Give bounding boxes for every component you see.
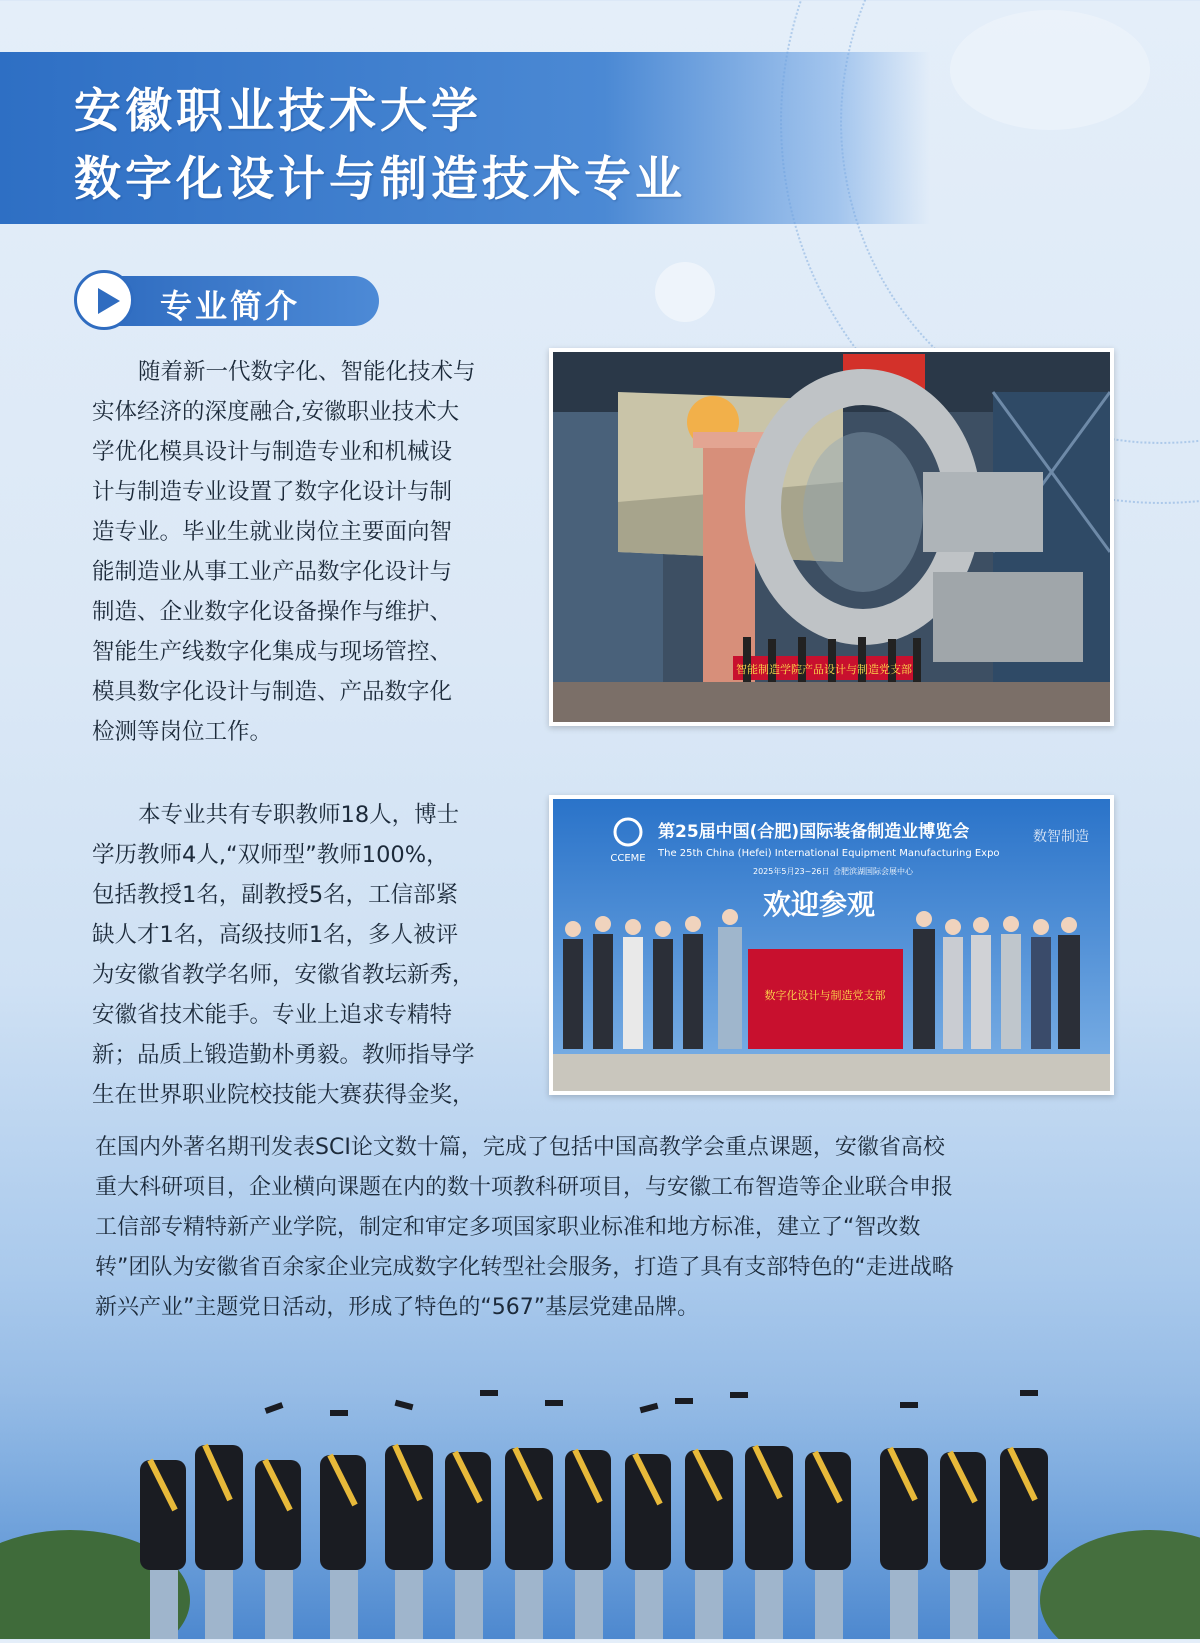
expo-venue: 合肥滨湖国际会展中心 xyxy=(833,867,913,876)
graduation-illustration xyxy=(0,1390,1200,1639)
text-line: 新兴产业”主题党日活动，形成了特色的“567”基层党建品牌。 xyxy=(95,1295,700,1320)
text-line: 制造、企业数字化设备操作与维护、 xyxy=(92,599,453,625)
title-line-2: 数字化设计与制造技术专业 xyxy=(74,152,686,207)
text-line: 重大科研项目，企业横向课题在内的数十项教科研项目，与安徽工布智造等企业联合申报 xyxy=(95,1175,954,1200)
text-line: 本专业共有专职教师18人，博士 xyxy=(138,802,460,828)
achievements-paragraph xyxy=(95,1128,1125,1328)
text-line: 在国内外著名期刊发表SCI论文数十篇，完成了包括中国高教学会重点课题，安徽省高校 xyxy=(95,1135,945,1160)
text-line: 学历教师4人,“双师型”教师100%， xyxy=(92,842,449,868)
text-line: 缺人才1名，高级技师1名，多人被评 xyxy=(92,922,459,948)
text-line: 转”团队为安徽省百余家企业完成数字化转型社会服务，打造了具有支部特色的“走进战略 xyxy=(95,1255,954,1280)
text-line: 新；品质上锻造勤朴勇毅。教师指导学 xyxy=(92,1042,475,1068)
expo-group-illustration xyxy=(553,799,1110,1091)
text-line: 安徽省技术能手。专业上追求专精特 xyxy=(92,1002,453,1028)
text-line: 学优化模具设计与制造专业和机械设 xyxy=(92,439,453,465)
expo-subtitle: The 25th China (Hefei) International Equipment Manufacturing Expo xyxy=(658,848,1000,859)
text-line: 造专业。毕业生就业岗位主要面向智 xyxy=(92,519,453,545)
expo-corner-text: 数智制造 xyxy=(1033,829,1089,845)
section-heading-label: 专业简介 xyxy=(160,287,301,325)
industrial-hall-illustration xyxy=(553,352,1110,722)
text-line: 为安徽省教学名师，安徽省教坛新秀， xyxy=(92,962,475,988)
text-line: 包括教授1名，副教授5名，工信部紧 xyxy=(92,882,459,908)
text-line: 实体经济的深度融合,安徽职业技术大 xyxy=(92,399,460,425)
photo2-banner-text: 数字化设计与制造党支部 xyxy=(764,989,886,1002)
text-line: 能制造业从事工业产品数字化设计与 xyxy=(92,559,453,585)
expo-title: 第25届中国(合肥)国际装备制造业博览会 xyxy=(658,822,970,842)
title-line-1: 安徽职业技术大学 xyxy=(74,84,482,139)
expo-dates: 2025年5月23~26日 xyxy=(753,867,830,876)
decorative-circle xyxy=(655,262,715,322)
text-line: 生在世界职业院校技能大赛获得金奖， xyxy=(92,1082,475,1108)
play-icon xyxy=(74,270,134,330)
graduation-photo xyxy=(0,1390,1200,1639)
text-line: 工信部专精特新产业学院，制定和审定多项国家职业标准和地方标准，建立了“智改数 xyxy=(95,1215,921,1240)
text-line: 计与制造专业设置了数字化设计与制 xyxy=(92,479,453,505)
text-line: 随着新一代数字化、智能化技术与 xyxy=(138,359,476,385)
photo-expo-group xyxy=(549,795,1114,1095)
photo-industrial-visit xyxy=(549,348,1114,726)
photo1-banner-text: 智能制造学院产品设计与制造党支部 xyxy=(736,663,912,676)
expo-welcome: 欢迎参观 xyxy=(763,888,876,921)
intro-paragraph xyxy=(92,352,532,752)
section-heading xyxy=(74,270,379,332)
decorative-circle xyxy=(950,10,1150,130)
text-line: 智能生产线数字化集成与现场管控、 xyxy=(92,639,453,665)
text-line: 检测等岗位工作。 xyxy=(92,719,273,745)
expo-logo-text: CCEME xyxy=(610,853,646,864)
title-banner xyxy=(0,52,930,224)
faculty-paragraph xyxy=(92,795,532,1115)
text-line: 模具数字化设计与制造、产品数字化 xyxy=(92,679,453,705)
